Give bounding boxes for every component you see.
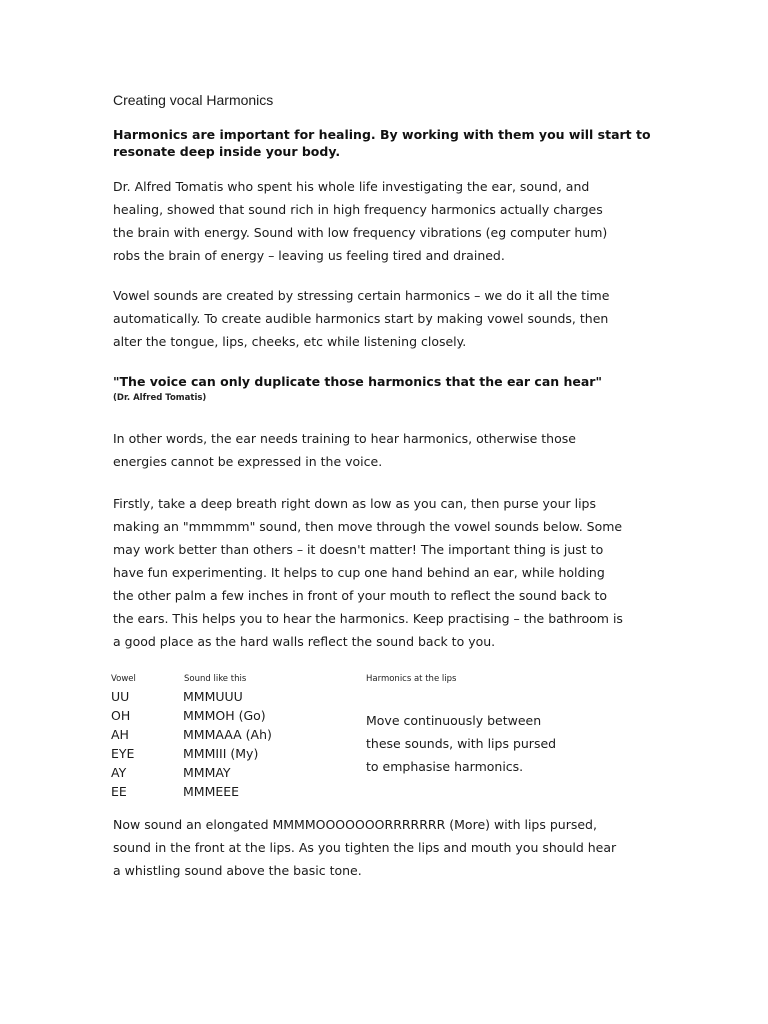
paragraph-line: Firstly, take a deep breath right down as low as you can, then purse your lips <box>113 496 596 511</box>
paragraph-line: alter the tongue, lips, cheeks, etc while listening closely. <box>113 334 467 349</box>
harmonics-note-line: Move continuously between <box>366 713 542 728</box>
paragraph-line: a whistling sound above the basic tone. <box>113 863 362 878</box>
paragraph-line: automatically. To create audible harmonics start by making vowel sounds, then <box>113 311 609 326</box>
paragraph-line: making an "mmmmm" sound, then move through the vowel sounds below. Some <box>113 519 623 534</box>
sound-column <box>183 687 272 801</box>
paragraph-tomatis <box>113 175 673 267</box>
paragraph-line: the ears. This helps you to hear the harmonics. Keep practising – the bathroom is <box>113 611 623 626</box>
paragraph-line: Dr. Alfred Tomatis who spent his whole life investigating the ear, sound, and <box>113 179 590 194</box>
lead-line: resonate deep inside your body. <box>113 144 341 159</box>
paragraph-elongated-sound <box>113 813 673 882</box>
table-cell-vowel: EE <box>111 784 127 799</box>
table-cell-vowel: EYE <box>111 746 135 761</box>
paragraph-line: Now sound an elongated MMMMOOOOOOORRRRRRR (More) with lips pursed, <box>113 817 597 832</box>
table-cell-sound: MMMOH (Go) <box>183 708 266 723</box>
harmonics-note-line: to emphasise harmonics. <box>366 759 524 774</box>
table-cell-vowel: UU <box>111 689 130 704</box>
paragraph-instructions <box>113 492 673 653</box>
paragraph-line: may work better than others – it doesn't matter! The important thing is just to <box>113 542 604 557</box>
paragraph-line: the other palm a few inches in front of your mouth to reflect the sound back to <box>113 588 608 603</box>
table-cell-sound: MMMIII (My) <box>183 746 259 761</box>
quote-text: "The voice can only duplicate those harmonics that the ear can hear" <box>113 374 602 389</box>
table-header-harmonics: Harmonics at the lips <box>366 674 457 684</box>
paragraph-line: robs the brain of energy – leaving us feeling tired and drained. <box>113 248 505 263</box>
harmonics-note-line: these sounds, with lips pursed <box>366 736 557 751</box>
table-cell-vowel: AY <box>111 765 127 780</box>
table-cell-sound: MMMAAA (Ah) <box>183 727 272 742</box>
paragraph-line: the brain with energy. Sound with low frequency vibrations (eg computer hum) <box>113 225 608 240</box>
document-title: Creating vocal Harmonics <box>113 92 274 108</box>
lead-paragraph <box>113 126 673 160</box>
table-header-sound: Sound like this <box>184 674 247 684</box>
table-cell-sound: MMMEEE <box>183 784 240 799</box>
harmonics-note <box>366 709 556 778</box>
paragraph-line: energies cannot be expressed in the voice. <box>113 454 383 469</box>
paragraph-line: In other words, the ear needs training to hear harmonics, otherwise those <box>113 431 576 446</box>
paragraph-line: healing, showed that sound rich in high frequency harmonics actually charges <box>113 202 603 217</box>
quote-source: (Dr. Alfred Tomatis) <box>113 393 207 403</box>
paragraph-line: a good place as the hard walls reflect the sound back to you. <box>113 634 496 649</box>
vowel-column <box>111 687 134 801</box>
lead-line: Harmonics are important for healing. By working with them you will start to <box>113 127 651 142</box>
paragraph-line: Vowel sounds are created by stressing certain harmonics – we do it all the time <box>113 288 610 303</box>
table-cell-sound: MMMAY <box>183 765 231 780</box>
table-cell-vowel: AH <box>111 727 129 742</box>
paragraph-vowel-sounds <box>113 284 673 353</box>
table-header-vowel: Vowel <box>111 674 136 684</box>
paragraph-line: have fun experimenting. It helps to cup one hand behind an ear, while holding <box>113 565 605 580</box>
paragraph-ear-training <box>113 427 673 473</box>
table-cell-vowel: OH <box>111 708 131 723</box>
table-cell-sound: MMMUUU <box>183 689 243 704</box>
paragraph-line: sound in the front at the lips. As you tighten the lips and mouth you should hear <box>113 840 617 855</box>
